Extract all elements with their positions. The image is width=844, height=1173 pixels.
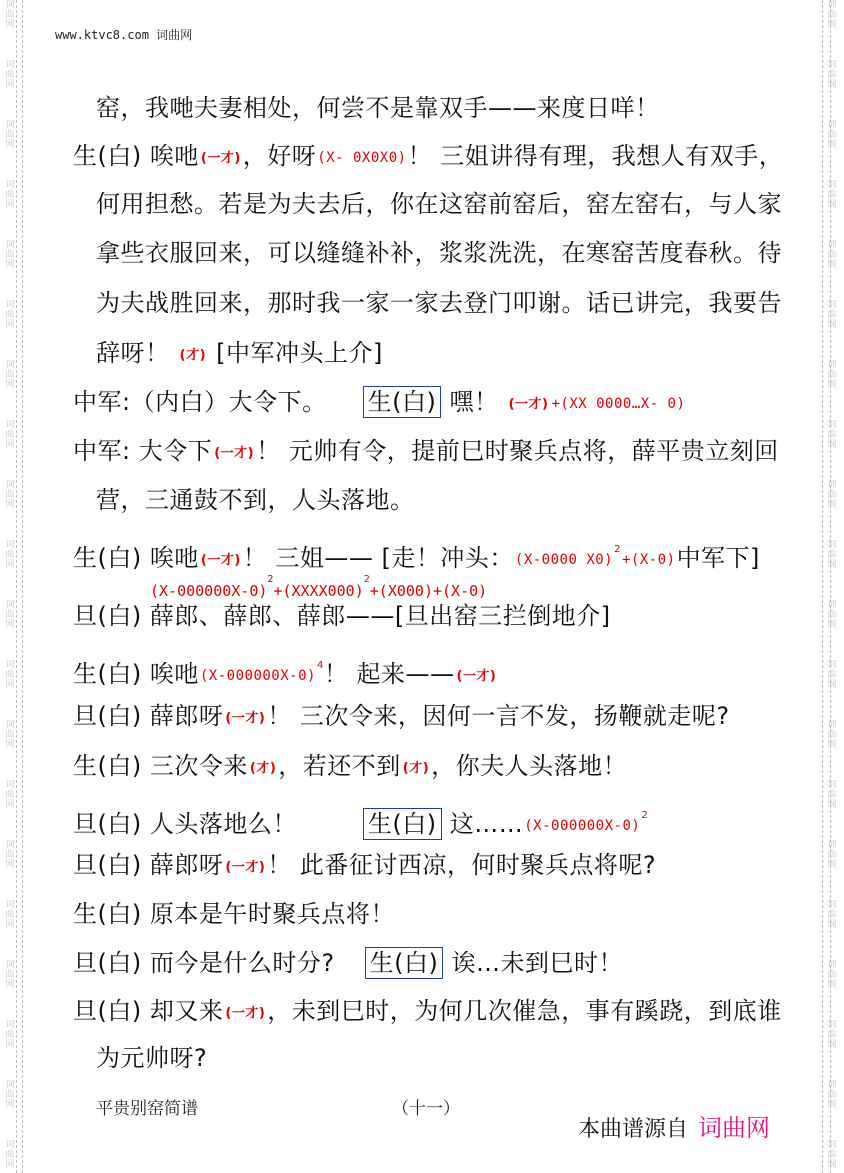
boxed-role-label: 生(白) bbox=[363, 386, 442, 418]
watermark-glyph: 词 曲 网 bbox=[827, 960, 837, 990]
boxed-role-label: 生(白) bbox=[363, 808, 442, 840]
line-text: 却又来 bbox=[141, 997, 224, 1025]
script-line bbox=[73, 947, 623, 979]
watermark-glyph: 词 曲 网 bbox=[827, 540, 837, 570]
line-text: 三次令来 bbox=[141, 752, 248, 780]
script-line bbox=[73, 996, 782, 1029]
script-line bbox=[96, 338, 383, 371]
watermark-glyph: 词 曲 网 bbox=[5, 780, 15, 810]
role-label: 中军: bbox=[73, 388, 131, 416]
watermark-glyph: 词 曲 网 bbox=[827, 600, 837, 630]
line-text: 嘿！ bbox=[441, 388, 507, 416]
source-attribution bbox=[578, 1108, 770, 1143]
right-margin-line bbox=[822, 0, 823, 1173]
rhythm-notation: (X-000000X-0) bbox=[199, 668, 316, 684]
line-text: ，未到巳时，为何几次催急，事有蹊跷，到底谁 bbox=[267, 997, 782, 1025]
source-brand-link[interactable]: 词曲网 bbox=[698, 1114, 771, 1142]
script-line bbox=[96, 485, 415, 515]
line-text: 唉吔 bbox=[141, 660, 199, 688]
right-margin-line bbox=[830, 0, 831, 1173]
line-text: ！ 三姐讲得有理，我想人有双手， bbox=[407, 142, 784, 170]
script-line bbox=[96, 288, 782, 318]
watermark-glyph: 词 曲 网 bbox=[827, 0, 837, 30]
script-line bbox=[73, 899, 395, 929]
line-text: ，好呀 bbox=[242, 142, 317, 170]
rhythm-notation: (X-000000X-0) bbox=[150, 582, 268, 600]
line-text: ！ 三姐—— [走！冲头： bbox=[242, 544, 514, 572]
watermark-glyph: 词 曲 网 bbox=[827, 240, 837, 270]
line-text: ，若还不到 bbox=[278, 752, 401, 780]
repeat-count: 2 bbox=[614, 544, 621, 555]
watermark-glyph: 词 曲 网 bbox=[827, 720, 837, 750]
script-line bbox=[73, 701, 730, 734]
script-line bbox=[73, 651, 498, 692]
script-line bbox=[96, 238, 782, 268]
watermark-glyph: 词 曲 网 bbox=[827, 300, 837, 330]
line-text: 原本是午时聚兵点将！ bbox=[141, 900, 395, 928]
role-label: 旦(白) bbox=[73, 851, 142, 879]
watermark-glyph: 词 曲 网 bbox=[5, 480, 15, 510]
script-line bbox=[96, 1043, 207, 1073]
watermark-glyph: 词 曲 网 bbox=[5, 720, 15, 750]
source-label: 本曲谱源自 bbox=[578, 1117, 689, 1142]
line-text: 唉吔 bbox=[141, 142, 199, 170]
watermark-glyph: 词 曲 网 bbox=[827, 780, 837, 810]
line-text: 人头落地么！ bbox=[141, 810, 297, 838]
line-text: 窑，我哋夫妻相处，何尝不是靠双手——来度日咩！ bbox=[96, 94, 660, 122]
rhythm-notation: (X-0000 X0) bbox=[514, 552, 614, 568]
rhythm-notation: +(X000)+(X-0) bbox=[369, 582, 488, 600]
watermark-glyph: 词 曲 网 bbox=[5, 240, 15, 270]
watermark-glyph: 词 曲 网 bbox=[5, 960, 15, 990]
left-watermark-strip bbox=[0, 0, 22, 1173]
line-text: ！ 起来—— bbox=[323, 660, 455, 688]
watermark-glyph: 词 曲 网 bbox=[5, 120, 15, 150]
line-text: 诶…未到巳时！ bbox=[443, 949, 623, 977]
watermark-glyph: 词 曲 网 bbox=[827, 420, 837, 450]
watermark-glyph: 词 曲 网 bbox=[827, 360, 837, 390]
watermark-glyph: 词 曲 网 bbox=[5, 660, 15, 690]
role-label: 生(白) bbox=[73, 752, 142, 780]
watermark-glyph: 词 曲 网 bbox=[827, 480, 837, 510]
watermark-glyph: 词 曲 网 bbox=[827, 1020, 837, 1050]
role-label: 生(白) bbox=[73, 142, 142, 170]
repeat-count: 4 bbox=[316, 660, 324, 671]
line-text: （内白）大令下。 bbox=[130, 388, 327, 416]
boxed-role-label: 生(白) bbox=[365, 947, 444, 979]
role-label: 旦(白) bbox=[73, 702, 142, 730]
watermark-glyph: 词 曲 网 bbox=[827, 1080, 837, 1110]
watermark-glyph: 词 曲 网 bbox=[5, 900, 15, 930]
line-text: 辞呀！ bbox=[96, 339, 178, 367]
footer-page-number: （十一） bbox=[392, 1099, 460, 1119]
watermark-glyph: 词 曲 网 bbox=[827, 660, 837, 690]
role-label: 旦(白) bbox=[73, 602, 142, 630]
repeat-count: 2 bbox=[267, 574, 274, 585]
role-label: 旦(白) bbox=[73, 810, 142, 838]
percussion-cue: (才) bbox=[249, 761, 277, 776]
line-text: ，你夫人头落地！ bbox=[431, 752, 628, 780]
watermark-glyph: 词 曲 网 bbox=[5, 180, 15, 210]
rhythm-notation: +(XXXX000) bbox=[273, 582, 364, 600]
role-label: 生(白) bbox=[73, 544, 142, 572]
script-line bbox=[96, 189, 782, 219]
script-line bbox=[73, 386, 686, 420]
line-text: 而今是什么时分? bbox=[141, 949, 335, 977]
repeat-count: 2 bbox=[363, 574, 370, 585]
watermark-glyph: 词 曲 网 bbox=[5, 1140, 15, 1170]
rhythm-notation-line bbox=[150, 574, 487, 600]
line-text: 营，三通鼓不到，人头落地。 bbox=[96, 486, 415, 514]
line-text: ！ 元帅有令，提前巳时聚兵点将，薛平贵立刻回 bbox=[256, 437, 779, 465]
script-line bbox=[73, 801, 648, 841]
watermark-glyph: 词 曲 网 bbox=[5, 420, 15, 450]
line-text: 何用担愁。若是为夫去后，你在这窑前窑后，窑左窑右，与人家 bbox=[96, 190, 782, 218]
line-text: 这…… bbox=[441, 810, 524, 838]
line-text: 拿些衣服回来，可以缝缝补补，浆浆洗洗，在寒窑苦度春秋。待 bbox=[96, 239, 782, 267]
stage-direction: 中军下] bbox=[676, 544, 760, 572]
rhythm-notation: (X- 0X0X0) bbox=[317, 150, 407, 166]
watermark-glyph: 词 曲 网 bbox=[5, 1080, 15, 1110]
percussion-cue: (才) bbox=[179, 348, 207, 363]
script-line bbox=[73, 535, 760, 576]
watermark-glyph: 词 曲 网 bbox=[5, 60, 15, 90]
script-line bbox=[73, 850, 656, 883]
watermark-glyph: 词 曲 网 bbox=[827, 180, 837, 210]
repeat-count: 2 bbox=[641, 810, 649, 821]
line-text: 为夫战胜回来，那时我一家一家去登门叩谢。话已讲完，我要告 bbox=[96, 289, 782, 317]
watermark-glyph: 词 曲 网 bbox=[5, 0, 15, 30]
watermark-glyph: 词 曲 网 bbox=[5, 840, 15, 870]
left-margin-line bbox=[22, 0, 23, 1173]
percussion-cue: (一才) bbox=[200, 553, 241, 568]
role-label: 旦(白) bbox=[73, 997, 142, 1025]
line-text: 薛郎、薛郎、薛郎——[旦出窑三拦倒地介] bbox=[141, 602, 611, 630]
watermark-glyph: 词 曲 网 bbox=[827, 840, 837, 870]
watermark-glyph: 词 曲 网 bbox=[5, 300, 15, 330]
percussion-cue: (才) bbox=[402, 761, 430, 776]
line-text: ！ 三次令来，因何一言不发，扬鞭就走呢? bbox=[267, 702, 730, 730]
stage-direction: [中军冲头上介] bbox=[208, 339, 383, 367]
right-watermark-strip bbox=[822, 0, 844, 1173]
percussion-cue: (一才) bbox=[456, 669, 497, 684]
rhythm-notation: +(X-0) bbox=[621, 552, 676, 568]
watermark-glyph: 词 曲 网 bbox=[827, 900, 837, 930]
script-line bbox=[73, 751, 627, 784]
line-text: 薛郎呀 bbox=[141, 851, 224, 879]
percussion-cue: (一才) bbox=[508, 397, 549, 412]
rhythm-notation: (X-000000X-0) bbox=[524, 818, 641, 834]
line-text: 薛郎呀 bbox=[141, 702, 224, 730]
line-text: 为元帅呀? bbox=[96, 1044, 208, 1072]
watermark-glyph: 词 曲 网 bbox=[827, 60, 837, 90]
role-label: 中军: bbox=[73, 437, 131, 465]
watermark-glyph: 词 曲 网 bbox=[5, 1020, 15, 1050]
left-margin-line bbox=[16, 0, 17, 1173]
percussion-cue: (一才) bbox=[200, 151, 241, 166]
line-text: ！ 此番征讨西凉，何时聚兵点将呢? bbox=[267, 851, 657, 879]
rhythm-notation: +(XX 0000…X- 0) bbox=[551, 396, 686, 412]
line-text: 唉吔 bbox=[141, 544, 199, 572]
percussion-cue: (一才) bbox=[214, 446, 255, 461]
script-line bbox=[73, 141, 783, 174]
percussion-cue: (一才) bbox=[225, 860, 266, 875]
watermark-glyph: 词 曲 网 bbox=[5, 540, 15, 570]
script-line bbox=[73, 436, 779, 469]
watermark-glyph: 词 曲 网 bbox=[827, 1140, 837, 1170]
line-text: 大令下 bbox=[130, 437, 213, 465]
role-label: 旦(白) bbox=[73, 949, 142, 977]
script-line bbox=[96, 93, 660, 123]
watermark-glyph: 词 曲 网 bbox=[827, 120, 837, 150]
script-line bbox=[73, 601, 611, 631]
percussion-cue: (一才) bbox=[225, 1006, 266, 1021]
role-label: 生(白) bbox=[73, 660, 142, 688]
watermark-glyph: 词 曲 网 bbox=[5, 600, 15, 630]
header-site-url[interactable]: www.ktvc8.com 词曲网 bbox=[55, 28, 193, 42]
percussion-cue: (一才) bbox=[225, 711, 266, 726]
footer-score-title: 平贵别窑简谱 bbox=[96, 1099, 198, 1119]
watermark-glyph: 词 曲 网 bbox=[5, 360, 15, 390]
role-label: 生(白) bbox=[73, 900, 142, 928]
